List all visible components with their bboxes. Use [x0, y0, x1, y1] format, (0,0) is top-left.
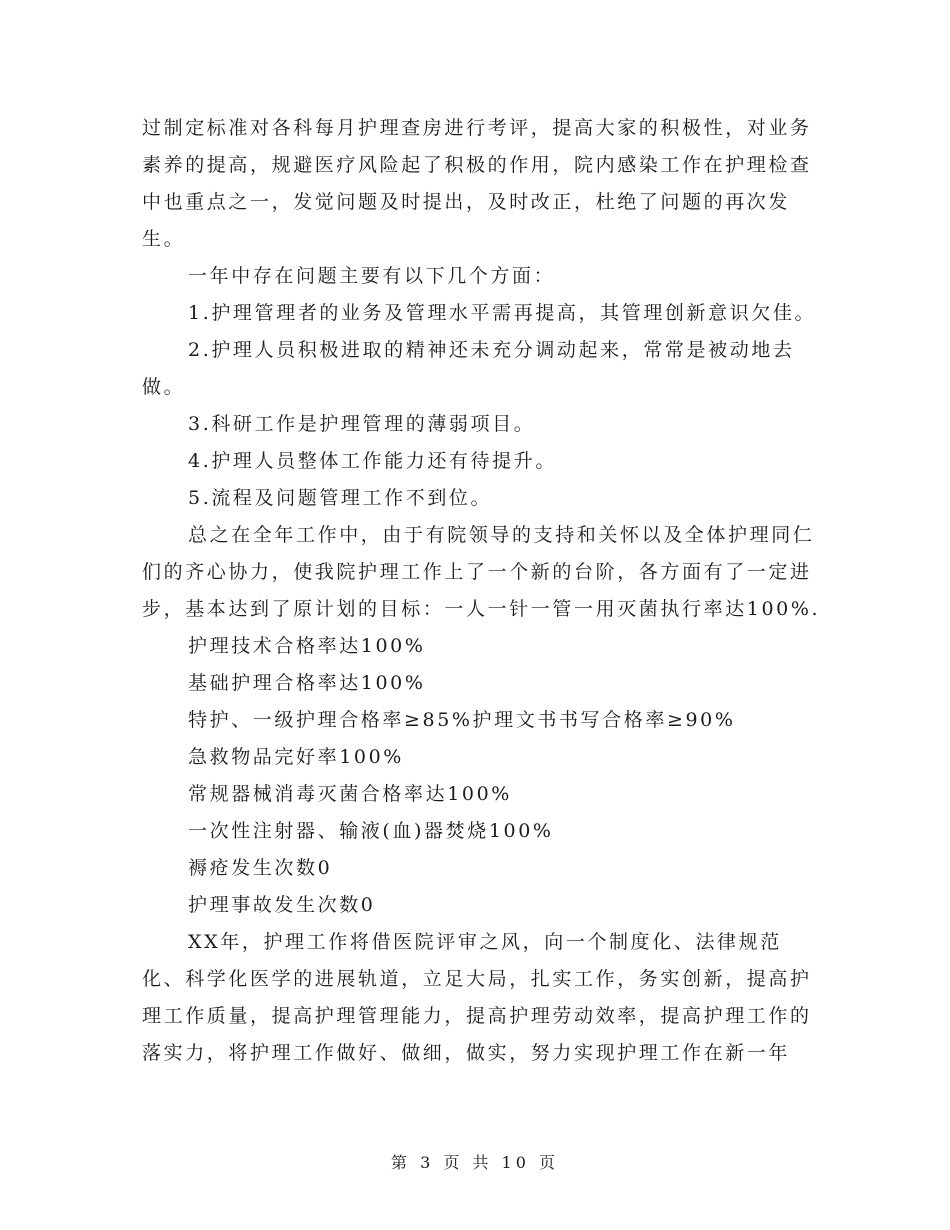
- paragraph-continuation: 过制定标准对各科每月护理查房进行考评，提高大家的积极性，对业务素养的提高，规避医疗风险起了积极的作用，院内感染工作在护理检查中也重点之一，发觉问题及时提出，及时改正，杜绝了问题的再次发生。: [142, 117, 812, 250]
- paragraph-summary: 总之在全年工作中，由于有院领导的支持和关怀以及全体护理同仁们的齐心协力，使我院护理工作上了一个新的台阶，各方面有了一定进步，基本达到了原计划的目标：一人一针一管一用灭菌执行率达100%.: [142, 524, 821, 620]
- list-item-problem-2: 2.护理人员积极进取的精神还未充分调动起来，常常是被动地去做。: [142, 339, 795, 398]
- document-body: [142, 110, 822, 1072]
- metric-emergency-supplies: 急救物品完好率100%: [188, 746, 404, 768]
- page-number-footer: 第 3 页 共 10 页: [391, 1153, 559, 1172]
- paragraph-problems-intro: 一年中存在问题主要有以下几个方面：: [188, 265, 556, 287]
- metric-basic-nursing: 基础护理合格率达100%: [188, 672, 426, 694]
- list-item-problem-3: 3.科研工作是护理管理的薄弱项目。: [188, 413, 536, 435]
- list-item-problem-5: 5.流程及问题管理工作不到位。: [188, 487, 493, 509]
- metric-accident-count: 护理事故发生次数0: [188, 894, 376, 916]
- list-item-problem-4: 4.护理人员整体工作能力还有待提升。: [188, 450, 557, 472]
- metric-special-nursing: 特护、一级护理合格率≥85%护理文书书写合格率≥90%: [188, 709, 736, 731]
- metric-disposable-incineration: 一次性注射器、输液(血)器焚烧100%: [188, 820, 554, 842]
- paragraph-next-year-plan: XX年，护理工作将借医院评审之风，向一个制度化、法律规范化、科学化医学的进展轨道，立足大局，扎实工作，务实创新，提高护理工作质量，提高护理管理能力，提高护理劳动效率，提高护理工作的落实力，将护理工作做好、做细，做实，努力实现护理工作在新一年: [142, 931, 812, 1064]
- list-item-problem-1: 1.护理管理者的业务及管理水平需再提高，其管理创新意识欠佳。: [188, 302, 817, 324]
- metric-nursing-technique: 护理技术合格率达100%: [188, 635, 426, 657]
- metric-bedsore-count: 褥疮发生次数0: [188, 857, 333, 879]
- metric-sterilization: 常规器械消毒灭菌合格率达100%: [188, 783, 512, 805]
